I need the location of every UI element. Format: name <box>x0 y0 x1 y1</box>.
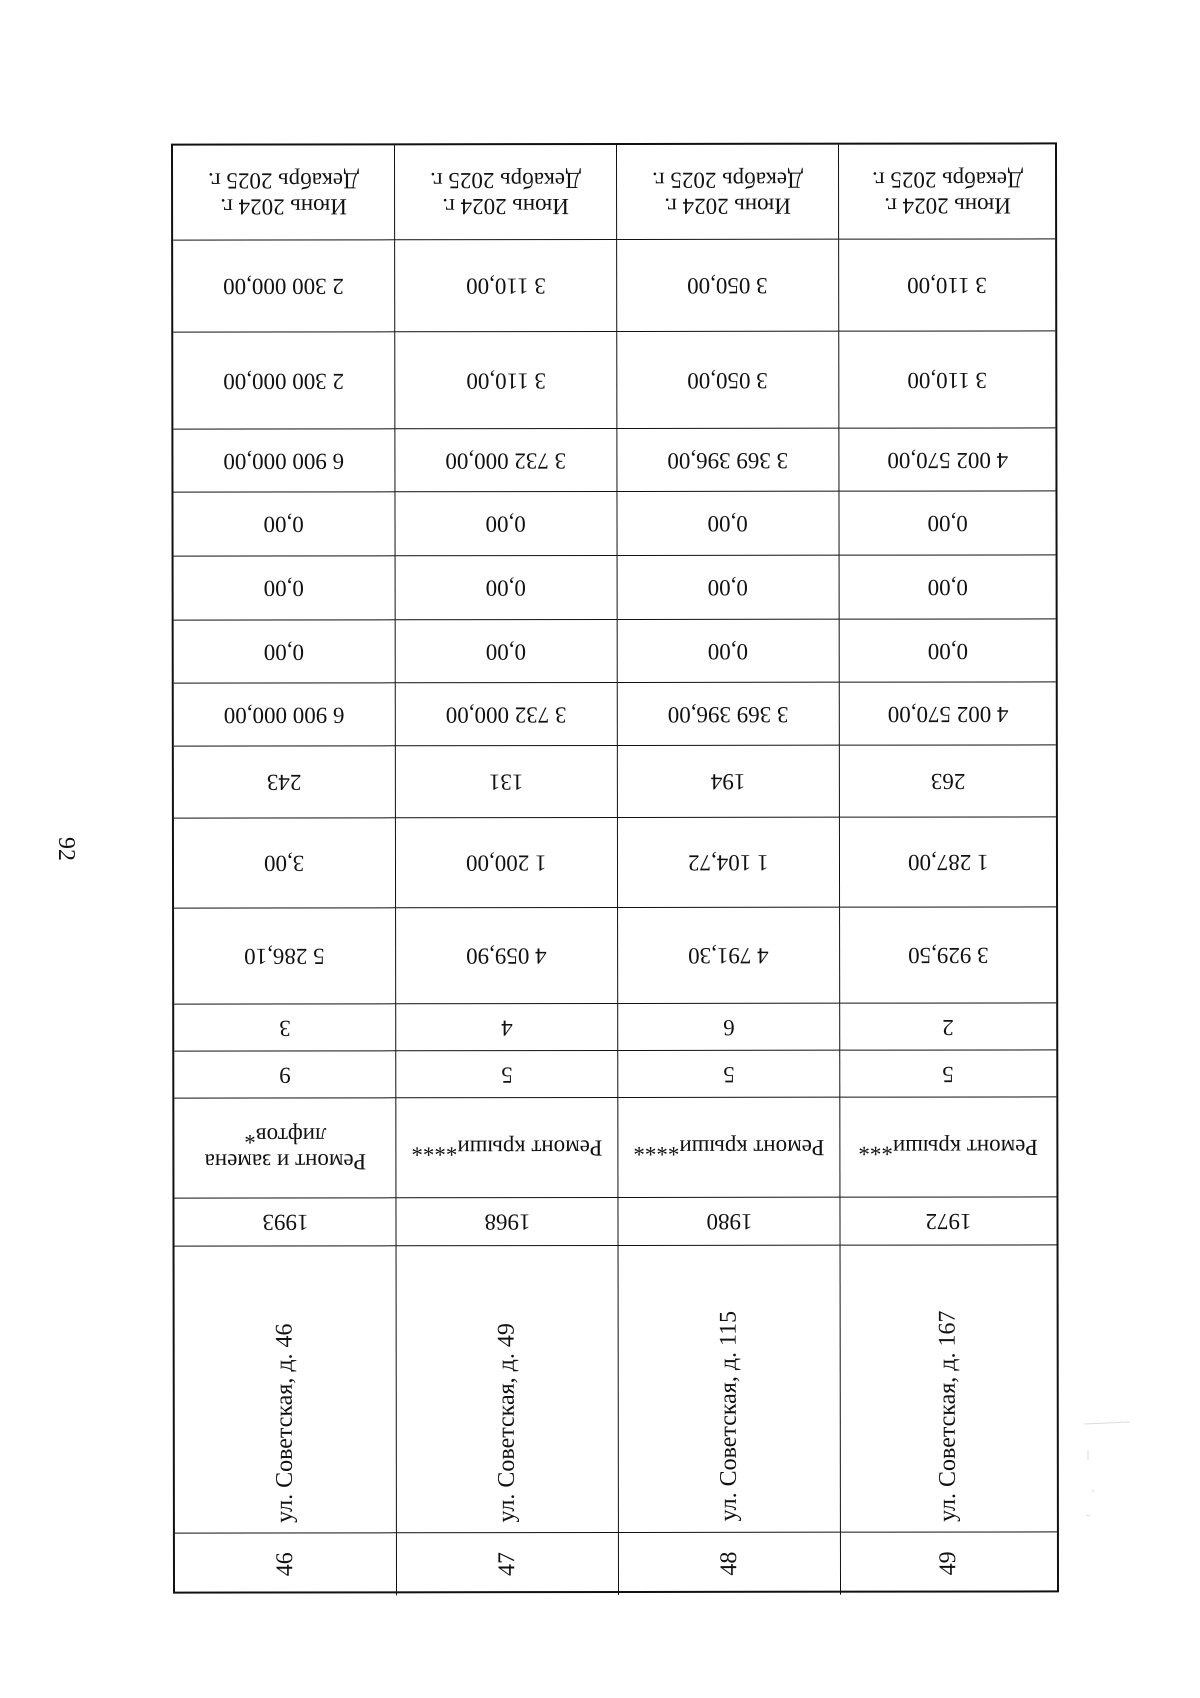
entrances-text: 2 <box>942 1014 954 1040</box>
table-cell-area-living <box>618 818 840 908</box>
table-cell-fund-local <box>173 492 395 556</box>
fund-federal-text: 0,00 <box>486 639 527 665</box>
fund-federal-text: 0,00 <box>927 638 968 664</box>
area-living-text: 1 200,00 <box>466 850 547 876</box>
year-text: 1993 <box>261 1210 309 1236</box>
unit-limit-text: 2 300 000,00 <box>223 274 345 300</box>
cost-total-text: 6 900 000,00 <box>223 702 345 728</box>
residents-text: 243 <box>267 770 302 796</box>
table-cell-year <box>618 1198 840 1246</box>
table-cell-cost-total <box>840 682 1056 745</box>
table-cell-fund-owners <box>395 429 617 492</box>
area-total-text: 5 286,10 <box>244 944 325 970</box>
table-cell-period <box>617 145 839 240</box>
table-cell-area-living <box>174 818 396 908</box>
period-end: Декабрь 2025 г. <box>208 167 360 193</box>
work-type-text: Ремонт крыши*** <box>858 1135 1039 1161</box>
table-cell-entrances <box>618 1004 840 1051</box>
table-cell-area-living <box>396 818 618 908</box>
unit-limit-text: 3 050,00 <box>687 273 768 299</box>
work-type-text: Ремонт и замена лифтов* <box>204 1122 366 1175</box>
residents-text: 194 <box>711 769 746 795</box>
table-cell-fund-local <box>617 492 839 556</box>
table-cell-period <box>173 145 395 240</box>
table-cell-area-living <box>840 817 1056 907</box>
address-text: ул. Советская, д. 115 <box>715 1311 742 1522</box>
table-cell-area-total <box>618 908 840 1004</box>
table-cell-fund-local <box>395 492 617 556</box>
period-start: Июнь 2024 г. <box>664 193 791 219</box>
table-cell-floors <box>396 1051 618 1098</box>
table-cell-unit-limit <box>173 240 395 332</box>
cost-total-text: 3 369 396,00 <box>667 701 789 728</box>
table-cell-period <box>839 144 1055 239</box>
table-cell-unit-limit <box>839 239 1055 331</box>
table-cell-fund-owners <box>839 428 1055 491</box>
fund-owners-text: 3 732 000,00 <box>445 448 567 474</box>
area-living-text: 1 287,00 <box>907 850 989 876</box>
period-end: Декабрь 2025 г. <box>652 166 804 192</box>
table-cell-address <box>175 1246 397 1533</box>
table-cell-address <box>619 1246 841 1533</box>
unit-cost-text: 3 110,00 <box>465 368 546 394</box>
table-cell-fund-regional <box>396 556 618 620</box>
table-cell-area-total <box>396 908 618 1004</box>
residents-text: 131 <box>489 769 524 795</box>
address-text: ул. Советская, д. 46 <box>271 1323 298 1523</box>
address-text: ул. Советская, д. 49 <box>493 1322 520 1523</box>
table-cell-unit-limit <box>617 240 839 332</box>
table-cell-fund-regional <box>840 555 1056 619</box>
table-cell-work <box>174 1098 396 1198</box>
period-text <box>872 165 1023 218</box>
table-cell-period <box>395 145 617 240</box>
table-cell-unit-limit <box>395 240 617 332</box>
fund-regional-text: 0,00 <box>927 575 968 601</box>
entrances-text: 6 <box>722 1015 735 1041</box>
fund-local-text: 0,00 <box>707 511 749 537</box>
floors-text: 5 <box>723 1062 735 1088</box>
year-text: 1980 <box>705 1209 753 1235</box>
table-cell-fund-regional <box>174 556 396 620</box>
table-cell-num <box>397 1533 619 1595</box>
fund-regional-text: 0,00 <box>707 575 749 601</box>
fund-owners-text: 3 369 396,00 <box>667 447 789 474</box>
table-cell-unit-cost <box>173 332 395 429</box>
table-cell-cost-total <box>174 683 396 746</box>
area-living-text: 1 104,72 <box>688 850 769 876</box>
table-cell-num <box>841 1532 1057 1594</box>
fund-regional-text: 0,00 <box>263 576 305 602</box>
table-cell-entrances <box>174 1004 396 1051</box>
period-end: Декабрь 2025 г. <box>430 167 582 193</box>
unit-limit-text: 3 110,00 <box>907 273 988 299</box>
row-number-text: 47 <box>493 1552 520 1577</box>
fund-owners-text: 6 900 000,00 <box>223 448 345 474</box>
table-cell-year <box>396 1198 618 1246</box>
table-cell-cost-total <box>396 683 618 746</box>
row-number-text: 49 <box>935 1551 962 1576</box>
table-cell-year <box>174 1198 396 1246</box>
work-type-text: Ремонт крыши**** <box>633 1135 825 1161</box>
address-text: ул. Советская, д. 167 <box>934 1310 962 1522</box>
floors-text: 5 <box>501 1062 513 1088</box>
fund-local-text: 0,00 <box>485 511 527 537</box>
cost-total-text: 4 002 570,00 <box>887 701 1009 727</box>
table-cell-residents <box>618 746 840 818</box>
unit-limit-text: 3 110,00 <box>465 273 546 299</box>
page-number: 92 <box>53 837 79 861</box>
residents-text: 263 <box>930 769 966 795</box>
repair-schedule-table <box>171 142 1059 1593</box>
table-cell-address <box>397 1246 619 1533</box>
entrances-text: 3 <box>278 1015 291 1041</box>
area-total-text: 3 929,50 <box>907 943 989 969</box>
period-start: Июнь 2024 г. <box>442 193 569 219</box>
period-text <box>652 165 803 218</box>
table-cell-floors <box>174 1051 396 1098</box>
scan-artifact <box>1082 1420 1132 1540</box>
table-cell-fund-federal <box>174 620 396 683</box>
table-cell-work <box>840 1097 1056 1197</box>
table-cell-residents <box>174 746 396 818</box>
fund-local-text: 0,00 <box>263 512 305 538</box>
table-cell-fund-federal <box>396 620 618 683</box>
unit-cost-text: 3 110,00 <box>907 367 988 393</box>
table-cell-area-total <box>174 908 396 1004</box>
period-start: Июнь 2024 г. <box>220 193 347 219</box>
work-type-text: Ремонт крыши**** <box>411 1135 603 1162</box>
table-cell-area-total <box>840 907 1056 1003</box>
table-cell-year <box>840 1197 1056 1245</box>
table-cell-fund-federal <box>618 620 840 683</box>
floors-text: 5 <box>942 1061 955 1087</box>
entrances-text: 4 <box>500 1015 513 1041</box>
row-number-text: 48 <box>715 1551 742 1576</box>
unit-cost-text: 3 050,00 <box>687 368 769 394</box>
fund-regional-text: 0,00 <box>485 575 527 601</box>
table-cell-num <box>175 1533 397 1595</box>
table-cell-unit-cost <box>395 332 617 429</box>
fund-federal-text: 0,00 <box>264 639 305 665</box>
table-cell-cost-total <box>618 683 840 746</box>
area-total-text: 4 791,30 <box>688 943 769 969</box>
table-cell-fund-local <box>839 491 1055 555</box>
table-cell-floors <box>840 1050 1056 1097</box>
table-cell-floors <box>618 1051 840 1098</box>
table-cell-num <box>619 1533 841 1595</box>
area-living-text: 3,00 <box>264 851 305 877</box>
floors-text: 9 <box>279 1062 291 1088</box>
period-start: Июнь 2024 г. <box>883 192 1011 219</box>
table-cell-entrances <box>840 1003 1056 1050</box>
year-text: 1972 <box>925 1209 972 1235</box>
table-cell-fund-owners <box>173 429 395 492</box>
table-cell-entrances <box>396 1004 618 1051</box>
period-text <box>430 166 581 219</box>
cost-total-text: 3 732 000,00 <box>445 702 567 728</box>
row-number-text: 46 <box>271 1552 298 1577</box>
fund-local-text: 0,00 <box>927 511 968 537</box>
period-end: Декабрь 2025 г. <box>871 166 1023 192</box>
table-cell-residents <box>840 745 1056 817</box>
table-cell-fund-regional <box>618 556 840 620</box>
table-cell-work <box>618 1098 840 1198</box>
period-text <box>208 166 359 219</box>
fund-federal-text: 0,00 <box>708 639 749 665</box>
unit-cost-text: 2 300 000,00 <box>223 368 345 394</box>
table-cell-address <box>841 1245 1057 1532</box>
area-total-text: 4 059,90 <box>466 943 547 969</box>
table-cell-unit-cost <box>839 331 1055 428</box>
table-cell-residents <box>396 746 618 818</box>
year-text: 1968 <box>483 1209 531 1235</box>
table-cell-fund-owners <box>617 429 839 492</box>
table-cell-unit-cost <box>617 332 839 429</box>
fund-owners-text: 4 002 570,00 <box>887 447 1008 473</box>
table-cell-fund-federal <box>840 619 1056 682</box>
table-cell-work <box>396 1098 618 1198</box>
